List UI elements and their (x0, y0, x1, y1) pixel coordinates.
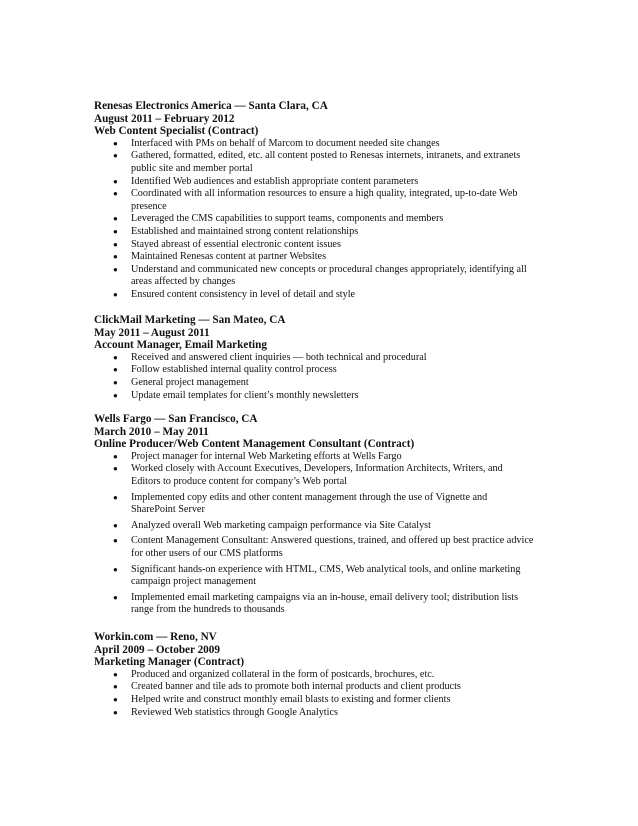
bullet-icon: ● (113, 138, 118, 148)
bullet-icon: ● (113, 464, 118, 474)
bullet-icon: ● (113, 264, 118, 274)
bullet-icon: ● (113, 592, 118, 602)
list-item: ● Project manager for internal Web Marketing efforts at Wells Fargo (113, 450, 402, 462)
list-item: ● Follow established internal quality control process (113, 364, 337, 376)
bullet-icon: ● (113, 252, 118, 262)
bullet-icon: ● (113, 352, 118, 362)
bullet-icon: ● (113, 669, 118, 679)
list-item: ● Maintained Renesas content at partner Websites (113, 251, 327, 263)
job-workin (94, 631, 534, 719)
list-item: ● Created banner and tile ads to promote both internal products and client products (113, 681, 461, 693)
bullet-icon: ● (113, 390, 118, 400)
bullet-icon: ● (113, 214, 118, 224)
list-item: ● Understand and communicated new concepts or procedural changes appropriately, identifying all areas affected by changes (113, 263, 527, 288)
list-item: ● Helped write and construct monthly email blasts to existing and former clients (113, 693, 451, 705)
list-item: ● Implemented copy edits and other content management through the use of Vignette and SharePoint Server (113, 491, 488, 516)
list-item: ● Ensured content consistency in level of detail and style (113, 288, 356, 300)
company-line: Renesas Electronics America — Santa Clara, CA (94, 100, 328, 112)
job-title: Marketing Manager (Contract) (94, 656, 245, 669)
list-item: ● General project management (113, 376, 249, 388)
bullet-icon: ● (113, 365, 118, 375)
bullet-list (94, 669, 534, 719)
list-item: ● Implemented email marketing campaigns via an in-house, email delivery tool; distribution lists range from the hundreds to thousands (113, 591, 519, 616)
bullet-icon: ● (113, 536, 118, 546)
bullet-icon: ● (113, 176, 118, 186)
bullet-list (94, 352, 534, 402)
bullet-icon: ● (113, 151, 118, 161)
bullet-list (94, 138, 534, 302)
list-item: ● Analyzed overall Web marketing campaign performance via Site Catalyst (113, 519, 431, 531)
bullet-list (94, 451, 534, 617)
list-item: ● Update email templates for client’s monthly newsletters (113, 389, 359, 401)
bullet-icon: ● (113, 520, 118, 530)
job-title: Online Producer/Web Content Management Consultant (Contract) (94, 438, 415, 451)
job-title: Web Content Specialist (Contract) (94, 125, 259, 138)
list-item: ● Stayed abreast of essential electronic content issues (113, 238, 341, 250)
company-line: ClickMail Marketing — San Mateo, CA (94, 314, 286, 326)
list-item: ● Worked closely with Account Executives, Developers, Information Architects, Writers, and Editors to produce content for company’s Web portal (113, 463, 503, 487)
bullet-icon: ● (113, 189, 118, 199)
list-item: ● Gathered, formatted, edited, etc. all content posted to Renesas internets, intranets, and extranets public site and member portal (113, 150, 521, 174)
bullet-icon: ● (113, 239, 118, 249)
list-item: ● Produced and organized collateral in the form of postcards, brochures, etc. (113, 668, 435, 680)
dates-line: March 2010 – May 2011 (94, 425, 209, 438)
list-item: ● Identified Web audiences and establish appropriate content parameters (113, 175, 419, 187)
company-line: Wells Fargo — San Francisco, CA (94, 413, 258, 425)
bullet-icon: ● (113, 377, 118, 387)
dates-line: April 2009 – October 2009 (94, 643, 220, 656)
job-renesas (94, 100, 534, 302)
list-item: ● Content Management Consultant: Answered questions, trained, and offered up best practice advice for other users of our CMS platforms (113, 535, 534, 559)
list-item: ● Reviewed Web statistics through Google Analytics (113, 706, 338, 718)
job-title: Account Manager, Email Marketing (94, 339, 267, 352)
bullet-icon: ● (113, 694, 118, 704)
bullet-icon: ● (113, 451, 118, 461)
bullet-icon: ● (113, 682, 118, 692)
bullet-icon: ● (113, 289, 118, 299)
bullet-icon: ● (113, 707, 118, 717)
bullet-icon: ● (113, 492, 118, 502)
job-wells-fargo (94, 413, 534, 617)
job-clickmail (94, 314, 534, 402)
list-item: ● Interfaced with PMs on behalf of Marcom to document needed site changes (113, 137, 440, 149)
list-item: ● Leveraged the CMS capabilities to support teams, components and members (113, 213, 444, 225)
bullet-icon: ● (113, 226, 118, 236)
dates-line: August 2011 – February 2012 (94, 112, 235, 125)
list-item: ● Received and answered client inquiries — both technical and procedural (113, 351, 427, 363)
list-item: ● Established and maintained strong content relationships (113, 225, 359, 237)
list-item: ● Coordinated with all information resources to ensure a high quality, integrated, up-to-date Web presence (113, 188, 518, 212)
company-line: Workin.com — Reno, NV (94, 631, 217, 643)
bullet-icon: ● (113, 564, 118, 574)
dates-line: May 2011 – August 2011 (94, 326, 210, 339)
list-item: ● Significant hands-on experience with HTML, CMS, Web analytical tools, and online marketing campaign project management (113, 563, 521, 588)
